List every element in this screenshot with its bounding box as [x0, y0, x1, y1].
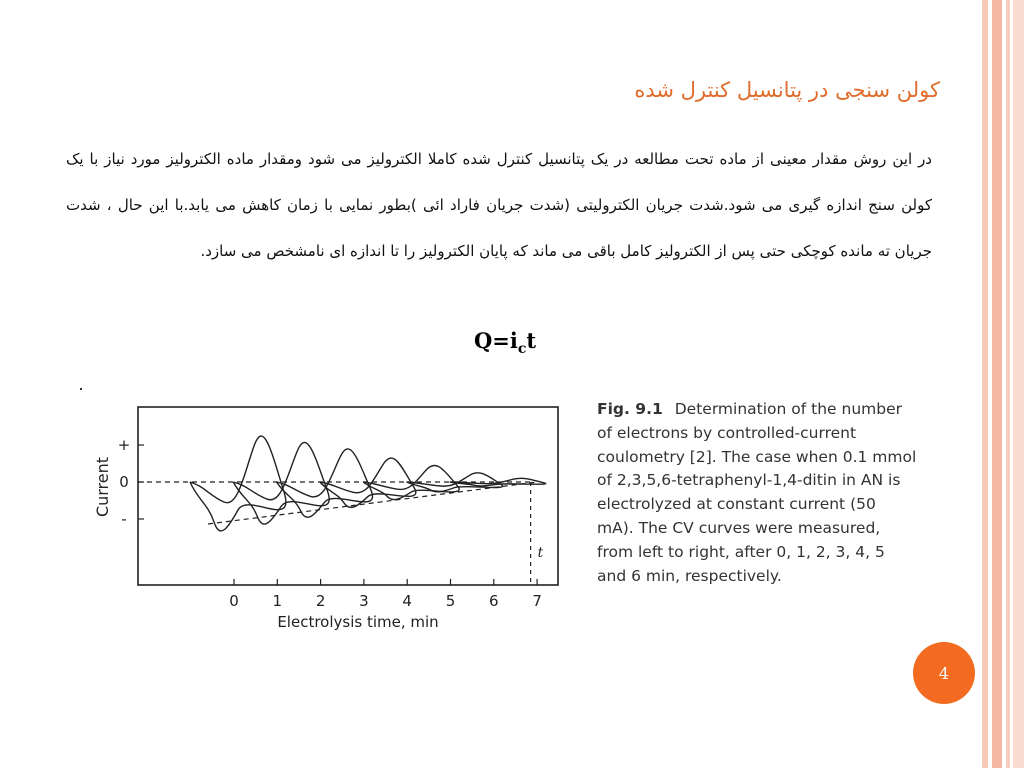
- slide-paragraph: در این روش مقدار معینی از ماده تحت مطالعه در یک پتانسیل کنترل شده کاملا الکترولیز می شود ومقدار ماده الکترولیز مورد نیاز با یک کولن سنج اندازه گیری می شود.شدت جریان الکترولیتی (شدت جریان فاراد ائی )بطور نمایی با زمان کاهش می یابد.با این حال ، شدت جریان ته مانده کوچکی حتی پس از الکترولیز کامل باقی می ماند که پایان الکترولیز را تا اندازه ای نامشخص می سازد.: [66, 150, 932, 260]
- endpoint-label: t: [537, 545, 544, 561]
- y-tick-label: 0: [119, 473, 129, 491]
- x-tick-label: 6: [489, 592, 499, 610]
- formula-tail: t: [526, 328, 537, 353]
- x-tick-label: 5: [445, 592, 456, 610]
- x-tick-label: 4: [402, 592, 412, 610]
- cv-chart: [80, 395, 570, 635]
- y-tick-label: -: [121, 510, 127, 528]
- x-tick-label: 2: [315, 592, 326, 610]
- formula-subscript: c: [517, 341, 527, 358]
- slide-title: کولن سنجی در پتانسیل کنترل شده: [634, 78, 940, 102]
- formula: [0, 328, 1010, 357]
- decor-stripe: [992, 0, 1002, 768]
- figure-caption-label: Fig. 9.1: [597, 400, 663, 418]
- page-number-badge: 4: [913, 642, 975, 704]
- x-axis-label: Electrolysis time, min: [277, 613, 439, 631]
- formula-main: Q=i: [473, 328, 518, 353]
- stray-dot: [80, 388, 82, 390]
- figure-caption-text: Determination of the number of electrons by controlled-current coulometry [2]. The case when 0.1 mmol of 2,3,5,6-tetraphenyl-1,4-ditin in AN is electrolyzed at constant current (50 mA). The CV curves were measured, from left to right, after 0, 1, 2, 3, 4, 5 and 6 min, respectively.: [597, 400, 917, 585]
- x-tick-label: 0: [229, 592, 239, 610]
- decor-stripe: [1013, 0, 1024, 768]
- decor-stripe: [1006, 0, 1010, 768]
- decor-stripe: [982, 0, 988, 768]
- y-axis-label: Current: [93, 456, 112, 518]
- figure-caption: [597, 398, 917, 588]
- y-tick-label: +: [117, 436, 131, 454]
- x-tick-label: 1: [272, 592, 283, 610]
- x-tick-label: 7: [532, 592, 542, 610]
- plot-frame: [138, 407, 558, 585]
- x-tick-label: 3: [359, 592, 369, 610]
